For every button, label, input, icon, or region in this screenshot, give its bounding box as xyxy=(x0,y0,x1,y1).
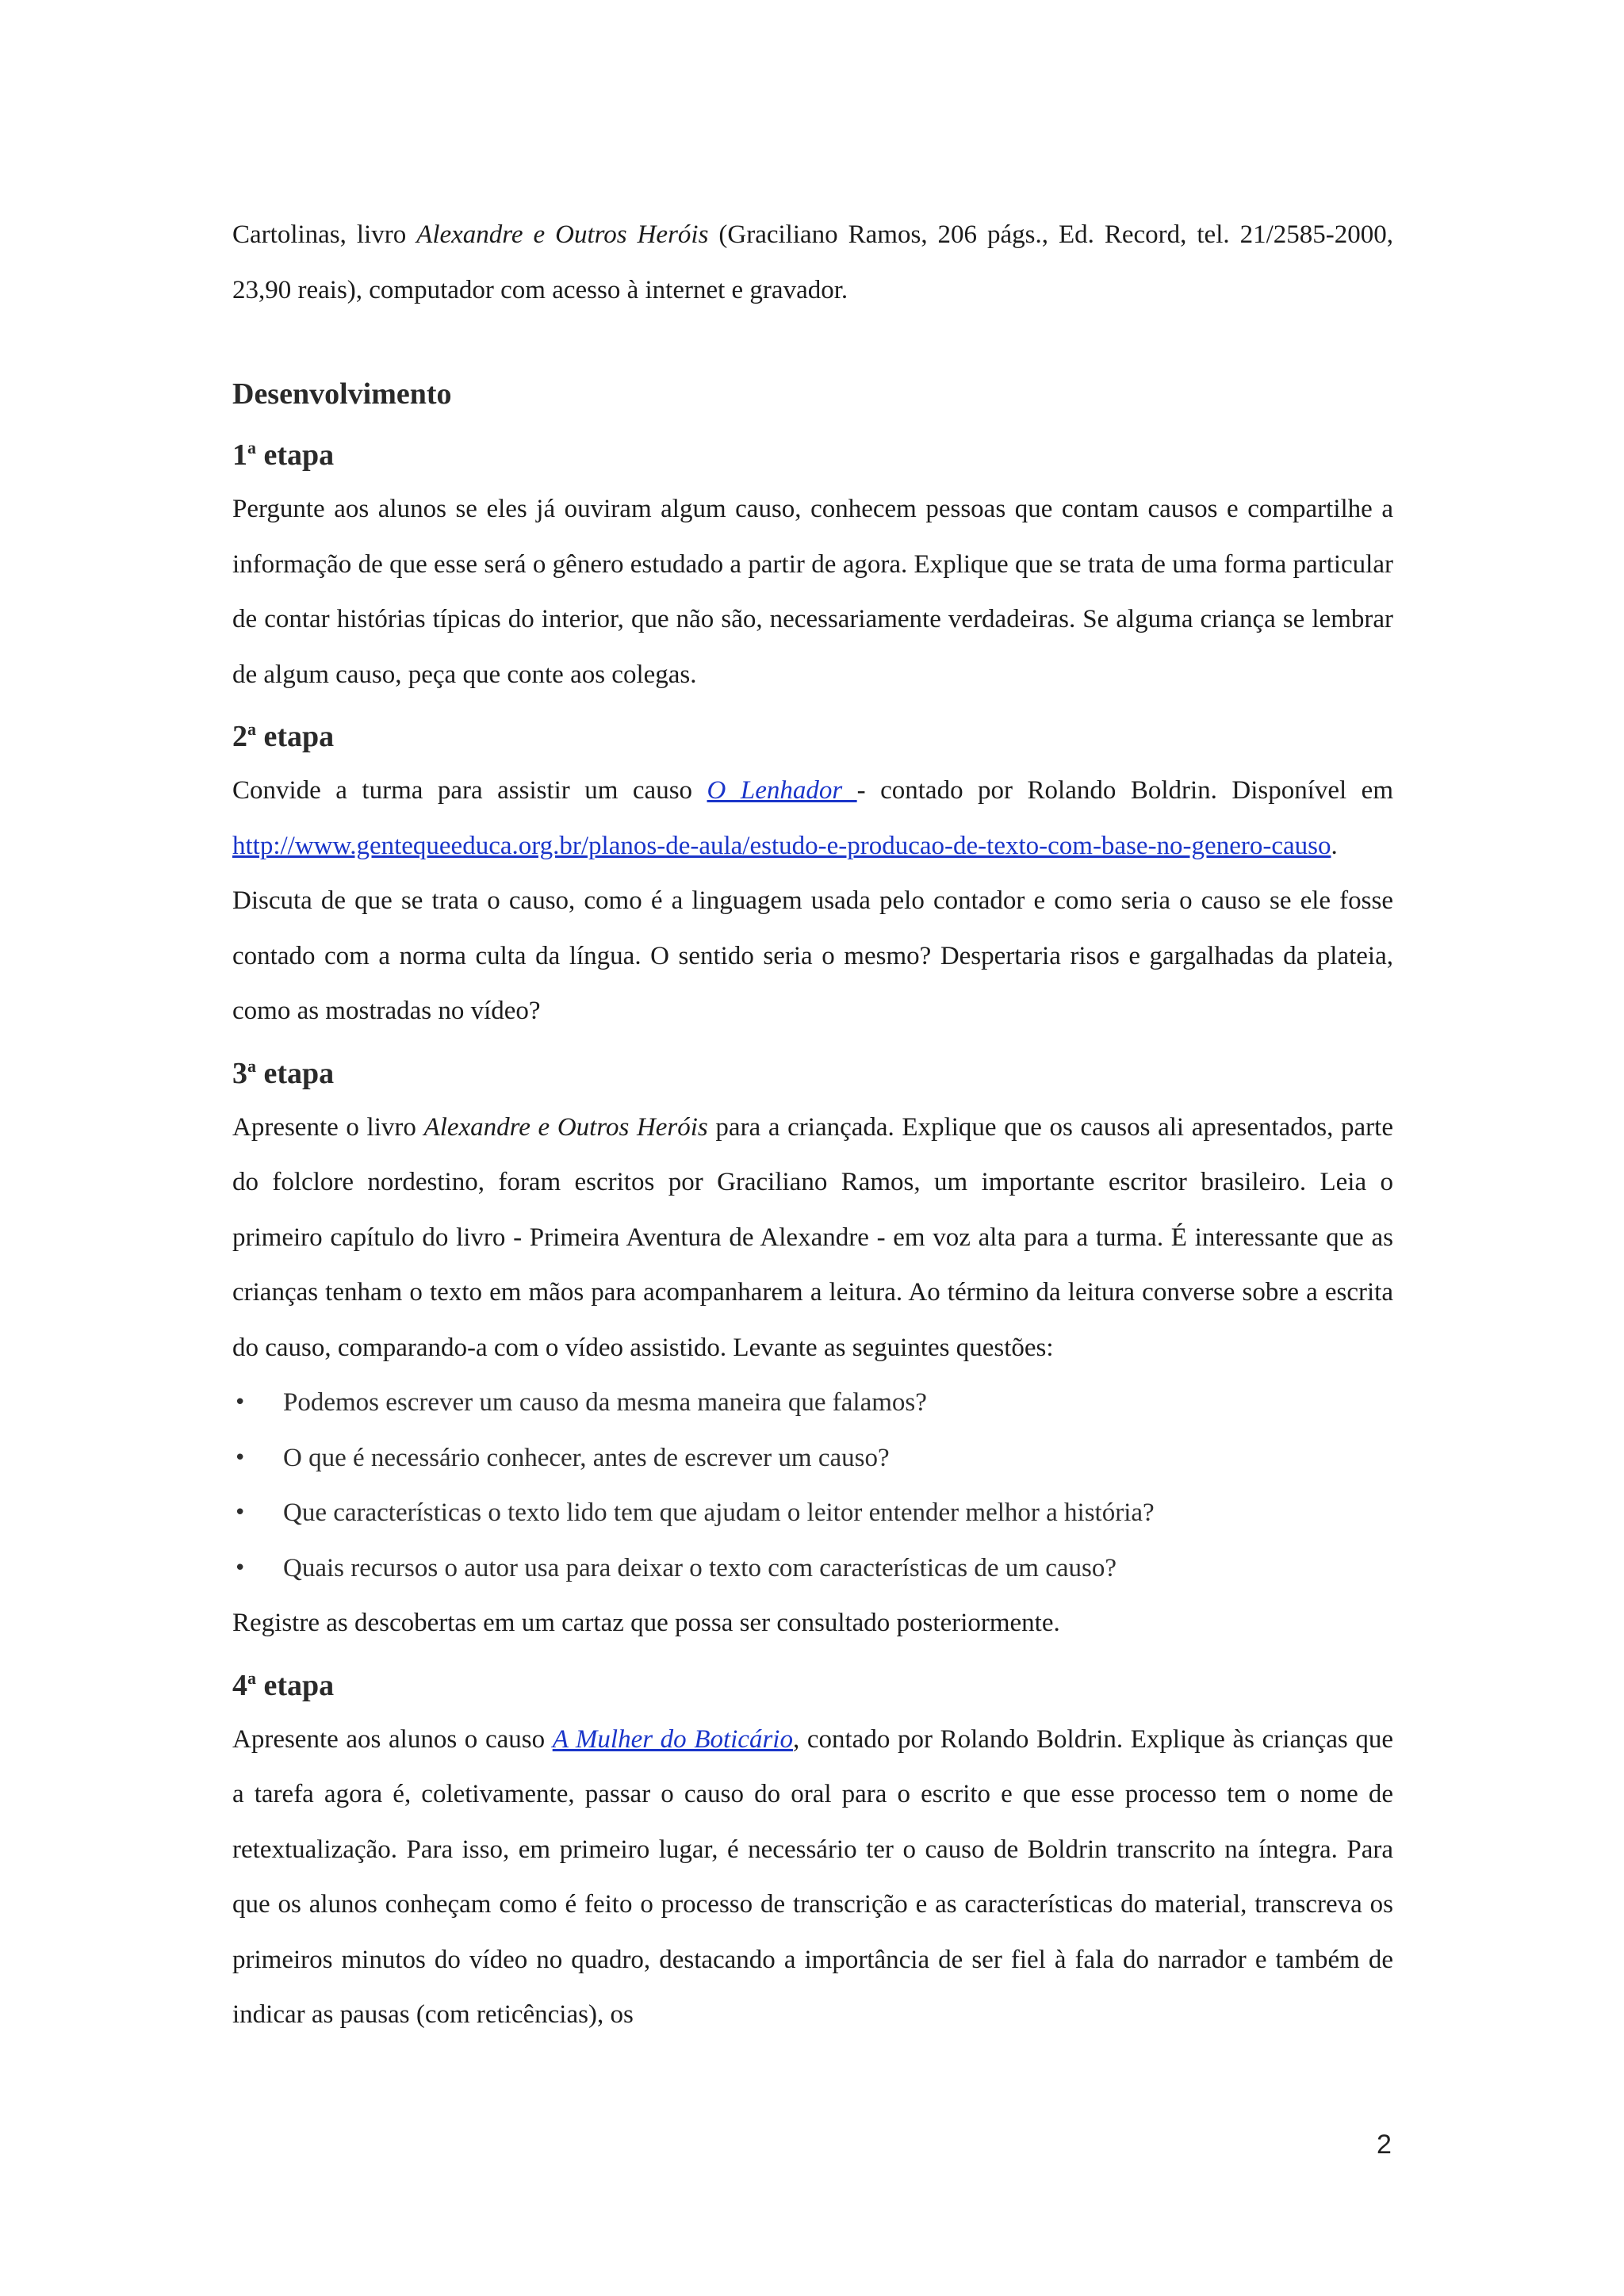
stage1-word: etapa xyxy=(256,438,335,472)
page-number: 2 xyxy=(1377,2130,1392,2160)
stage2-number: 2 xyxy=(232,720,247,753)
development-heading: Desenvolvimento xyxy=(232,377,452,411)
materials-book-title: Alexandre e Outros Heróis xyxy=(416,220,709,249)
bullet-icon: • xyxy=(234,1501,247,1525)
stage3-paragraph xyxy=(232,1100,1393,1376)
stage2-word: etapa xyxy=(256,720,335,753)
stage1-paragraph: Pergunte aos alunos se eles já ouviram algum causo, conhecem pessoas que contam causos e compartilhe a informação de que esse será o gênero estudado a partir de agora. Explique que se trata de uma forma particular de contar histórias típicas do interior, que não são, necessariamente verdadeiras. Se alguma criança se lembrar de algum causo, peça que conte aos colegas. xyxy=(232,495,1393,689)
materials-text-start: Cartolinas, livro xyxy=(232,220,417,249)
materials-paragraph xyxy=(232,208,1393,318)
stage2-text-middle: - contado por Rolando Boldrin. Disponível em xyxy=(856,776,1393,805)
stage4-number: 4 xyxy=(232,1668,247,1702)
stage4-text-start: Apresente aos alunos o causo xyxy=(232,1724,553,1754)
stage4-heading xyxy=(232,1651,1393,1712)
bullet-icon: • xyxy=(234,1556,247,1580)
stage3-word: etapa xyxy=(256,1056,335,1090)
stage1-number: 1 xyxy=(232,438,247,472)
stage2-ordinal: a xyxy=(247,719,256,739)
materials-text-end: (Graciliano Ramos, 206 págs., Ed. Record, tel. 21/2585-2000, 23,90 reais), computador com acesso à internet e gravador. xyxy=(232,220,1394,304)
question-text: Quais recursos o autor usa para deixar o texto com características de um causo? xyxy=(283,1553,1116,1582)
stage3-ordinal: a xyxy=(247,1055,256,1076)
questions-list xyxy=(232,1376,1393,1596)
list-item xyxy=(232,1541,1393,1597)
stage3-text-start: Apresente o livro xyxy=(232,1112,424,1142)
stage4-word: etapa xyxy=(256,1668,335,1702)
a-mulher-do-boticario-link[interactable]: A Mulher do Boticário xyxy=(552,1724,793,1754)
o-lenhador-link[interactable]: O Lenhador xyxy=(707,776,857,805)
question-text: Podemos escrever um causo da mesma maneira que falamos? xyxy=(283,1388,927,1417)
list-item xyxy=(232,1431,1393,1487)
stage4-paragraph xyxy=(232,1712,1393,2043)
stage3-book-title: Alexandre e Outros Heróis xyxy=(423,1112,708,1142)
list-item xyxy=(232,1376,1393,1431)
stage4-ordinal: a xyxy=(247,1667,256,1688)
question-text: O que é necessário conhecer, antes de escrever um causo? xyxy=(283,1443,890,1472)
stage1-heading xyxy=(232,421,1393,482)
bullet-icon: • xyxy=(234,1445,247,1470)
stage2-heading xyxy=(232,702,1393,763)
question-text: Que características o texto lido tem que ajudam o leitor entender melhor a história? xyxy=(283,1498,1155,1527)
document-page xyxy=(232,208,1393,2043)
stage3-heading xyxy=(232,1039,1393,1100)
stage2-paragraph xyxy=(232,763,1393,1039)
stage1-ordinal: a xyxy=(247,438,256,457)
stage3-closing: Registre as descobertas em um cartaz que possa ser consultado posteriormente. xyxy=(232,1609,1060,1637)
gentequeeduca-url-link[interactable]: http://www.gentequeeduca.org.br/planos-de-aula/estudo-e-producao-de-texto-com-base-no-genero-causo xyxy=(232,831,1331,860)
stage2-text-end: . Discuta de que se trata o causo, como é a linguagem usada pelo contador e como seria o causo se ele fosse contado com a norma culta da língua. O sentido seria o mesmo? Despertaria risos e gargalhadas da plateia, como as mostradas no vídeo? xyxy=(232,831,1393,1025)
stage3-number: 3 xyxy=(232,1056,247,1090)
list-item xyxy=(232,1486,1393,1541)
stage4-text-end: , contado por Rolando Boldrin. Explique às crianças que a tarefa agora é, coletivamente, passar o causo do oral para o escrito e que esse processo tem o nome de retextualização. Para isso, em primeiro lugar, é necessário ter o causo de Boldrin transcrito na íntegra. Para que os alunos conheçam como é feito o processo de transcrição e as características do material, transcreva os primeiros minutos do vídeo no quadro, destacando a importância de ser fiel à fala do narrador e também de indicar as pausas (com reticências), os xyxy=(232,1724,1394,2029)
bullet-icon: • xyxy=(234,1391,247,1414)
stage2-text-start: Convide a turma para assistir um causo xyxy=(232,776,707,805)
stage3-text-end: para a criançada. Explique que os causos ali apresentados, parte do folclore nordestino, foram escritos por Graciliano Ramos, um importante escritor brasileiro. Leia o primeiro capítulo do livro - Primeira Aventura de Alexandre - em voz alta para a turma. É interessante que as crianças tenham o texto em mãos para acompanharem a leitura. Ao término da leitura converse sobre a escrita do causo, comparando-a com o vídeo assistido. Levante as seguintes questões: xyxy=(232,1112,1393,1362)
